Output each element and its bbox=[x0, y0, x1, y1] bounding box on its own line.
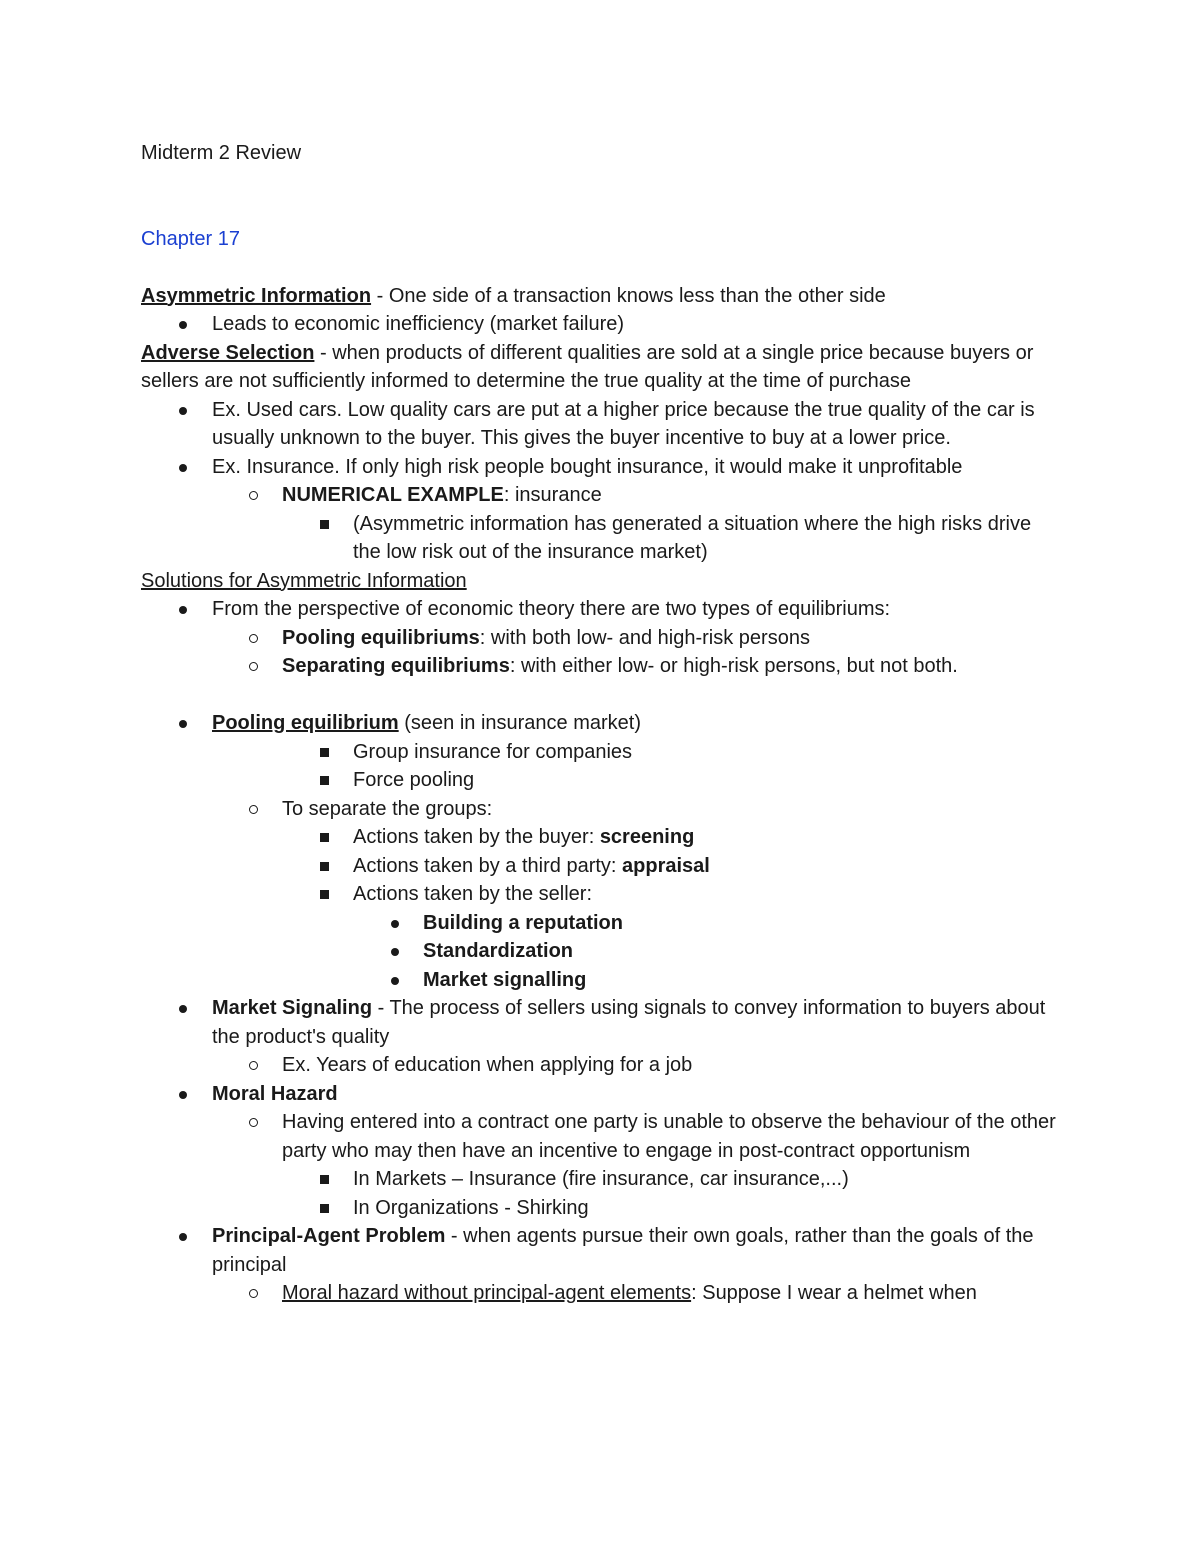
list-item: Group insurance for companies bbox=[353, 740, 633, 763]
list-item: Separating equilibriums: with either low- or high-risk persons, but not both. bbox=[282, 655, 958, 677]
list-item: In Organizations - Shirking bbox=[353, 1196, 589, 1219]
list-item: Pooling equilibriums: with both low- and high-risk persons bbox=[282, 626, 810, 649]
list-item: Having entered into a contract one party is unable to observe the behaviour of the other party who may then have an incentive to engage in post-contract opportunism bbox=[282, 1111, 1056, 1162]
list-item: Market signalling bbox=[423, 968, 587, 991]
list-item: Principal-Agent Problem - when agents pursue their own goals, rather than the goals of the principal bbox=[212, 1225, 1034, 1276]
list-item: From the perspective of economic theory there are two types of equilibriums: bbox=[212, 598, 891, 620]
list-item: To separate the groups: bbox=[282, 797, 493, 820]
list-item: Actions taken by a third party: appraisal bbox=[353, 854, 710, 877]
list-item: Actions taken by the buyer: screening bbox=[353, 826, 695, 848]
list-item: Ex. Years of education when applying for a job bbox=[282, 1054, 693, 1076]
list-item: Ex. Used cars. Low quality cars are put at a higher price because the true quality of the car is usually unknown to the buyer. This gives the buyer incentive to buy at a lower price. bbox=[212, 398, 1035, 449]
list-item: Standardization bbox=[423, 940, 574, 962]
list-item: Leads to economic inefficiency (market failure) bbox=[212, 313, 625, 335]
term-adverse-selection: Adverse Selection bbox=[141, 341, 315, 364]
list-item: (Asymmetric information has generated a situation where the high risks drive the low risk out of the insurance market) bbox=[353, 512, 1032, 563]
list-item: Moral hazard without principal-agent elements: Suppose I wear a helmet when bbox=[282, 1282, 977, 1304]
chapter-heading: Chapter 17 bbox=[141, 227, 240, 250]
document-title: Midterm 2 Review bbox=[141, 142, 302, 164]
list-item: Market Signaling - The process of sellers using signals to convey information to buyers about the product's quality bbox=[212, 997, 1046, 1048]
list-item: Pooling equilibrium (seen in insurance market) bbox=[212, 712, 641, 734]
solutions-heading: Solutions for Asymmetric Information bbox=[141, 569, 467, 592]
list-item: Moral Hazard bbox=[212, 1082, 338, 1105]
list-item: In Markets – Insurance (fire insurance, car insurance,...) bbox=[353, 1168, 849, 1190]
asymmetric-information-definition: Asymmetric Information - One side of a transaction knows less than the other side bbox=[141, 284, 886, 307]
term-asymmetric-information: Asymmetric Information bbox=[141, 284, 372, 307]
list-item: NUMERICAL EXAMPLE: insurance bbox=[282, 484, 602, 506]
list-item: Actions taken by the seller: bbox=[353, 883, 593, 905]
list-item: Force pooling bbox=[353, 769, 475, 791]
list-item: Ex. Insurance. If only high risk people bought insurance, it would make it unprofitable bbox=[212, 455, 963, 478]
adverse-selection-definition: Adverse Selection - when products of different qualities are sold at a single price because buyers or sellers are not sufficiently informed to determine the true quality at the time of purchase bbox=[141, 341, 1034, 392]
document-body bbox=[141, 139, 1061, 1308]
list-item: Building a reputation bbox=[423, 911, 623, 934]
